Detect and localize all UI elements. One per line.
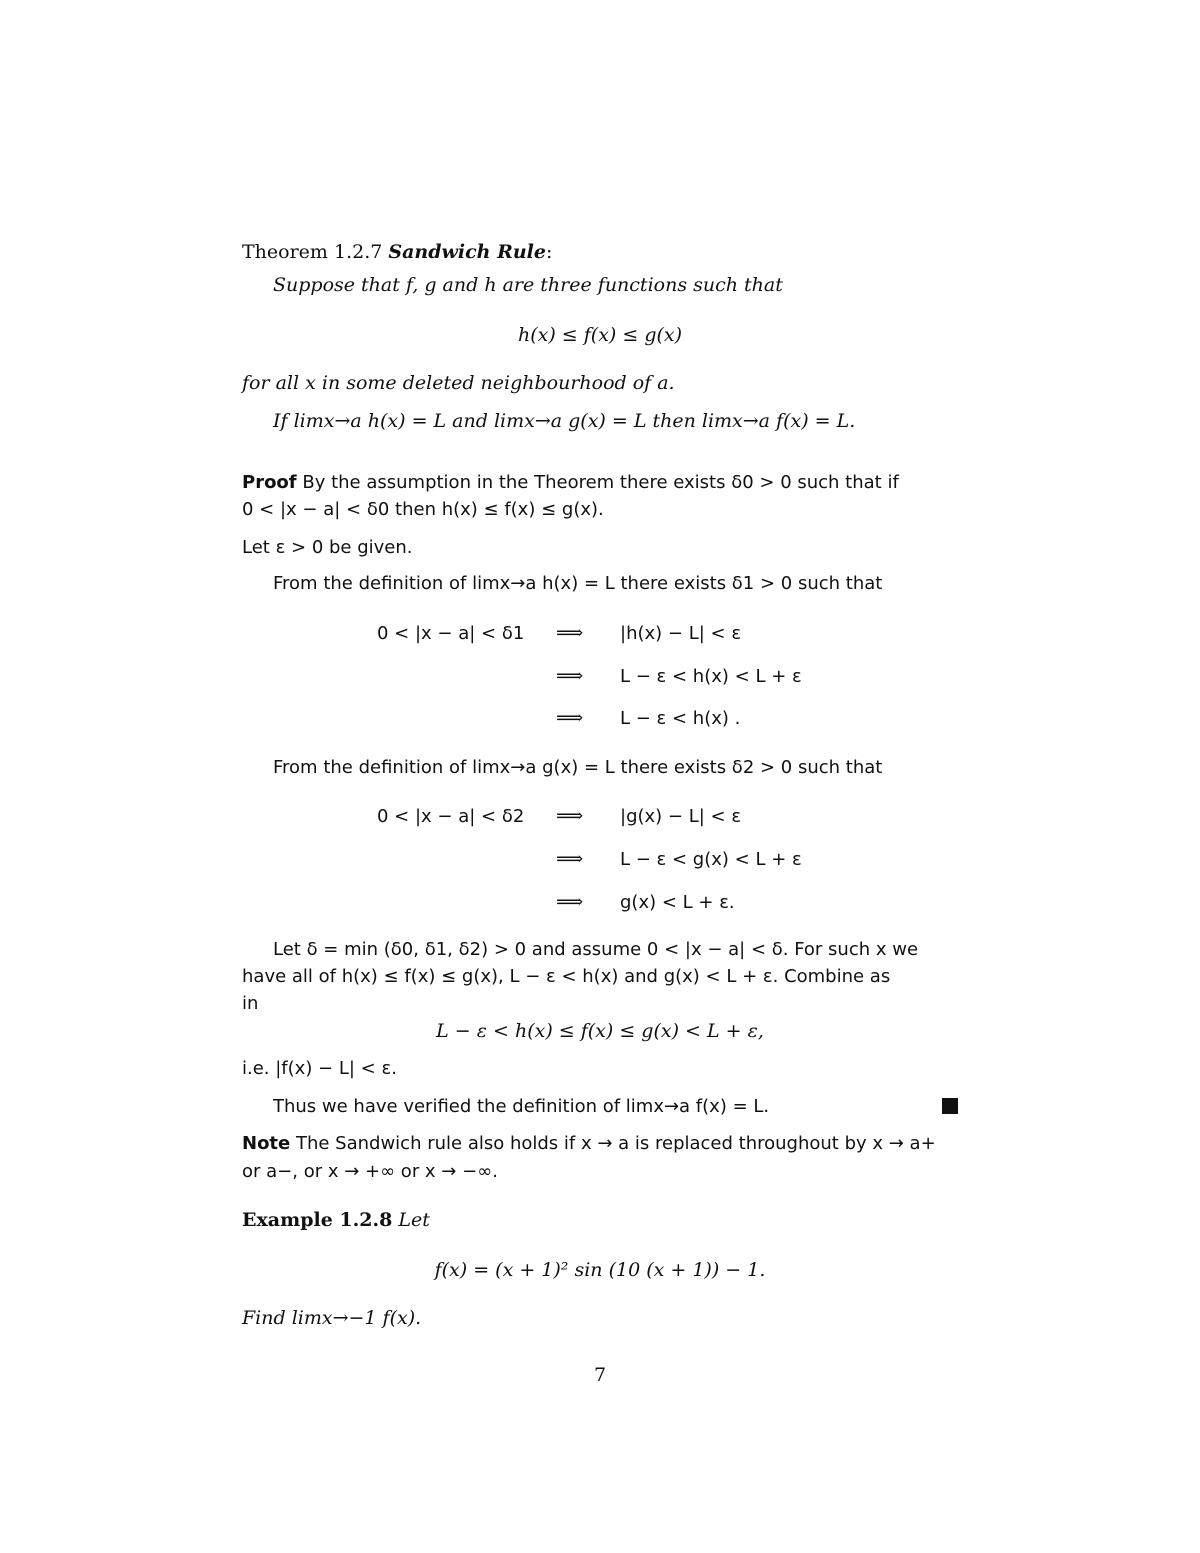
inequality-chain: L − ε < h(x) ≤ f(x) ≤ g(x) < L + ε, [436,1020,764,1042]
proof-let-epsilon: Let ε > 0 be given. [242,537,413,558]
g-align-rhs-3: g(x) < L + ε. [620,892,735,913]
proof-definition-g: From the definition of limx→a g(x) = L there exists δ2 > 0 such that [273,757,883,778]
proof-label: Proof [242,472,297,493]
proof-ie: i.e. |f(x) − L| < ε. [242,1058,397,1079]
proof-thus: Thus we have verified the definition of limx→a f(x) = L. [273,1096,770,1117]
h-align-lhs: 0 < |x − a| < δ1 [377,623,525,644]
theorem-title: Sandwich Rule [388,241,546,263]
theorem-continuation: for all x in some deleted neighbourhood of a. [242,372,675,394]
h-align-rhs-1: |h(x) − L| < ε [620,623,742,644]
g-align-lhs: 0 < |x − a| < δ2 [377,806,525,827]
proof-line-2: 0 < |x − a| < δ0 then h(x) ≤ f(x) ≤ g(x). [242,499,604,520]
proof-line-1 [242,469,899,496]
example-heading [242,1207,430,1234]
example-find: Find limx→−1 f(x). [242,1307,422,1329]
page-number: 7 [593,1364,607,1386]
g-implies-3: ⟹ [556,891,584,913]
theorem-heading [242,239,552,266]
proof-definition-h: From the definition of limx→a h(x) = L there exists δ1 > 0 such that [273,573,883,594]
h-align-rhs-3: L − ε < h(x) . [620,708,741,729]
h-implies-1: ⟹ [556,622,584,644]
note-line-2: or a−, or x → +∞ or x → −∞. [242,1161,498,1182]
note-label: Note [242,1133,291,1154]
h-implies-3: ⟹ [556,707,584,729]
g-align-rhs-1: |g(x) − L| < ε [620,806,742,827]
example-label: Example 1.2.8 [242,1209,393,1231]
h-align-rhs-2: L − ε < h(x) < L + ε [620,666,802,687]
proof-combine-line-2: have all of h(x) ≤ f(x) ≤ g(x), L − ε < h(x) and g(x) < L + ε. Combine as [242,966,891,987]
proof-combine-line-1: Let δ = min (δ0, δ1, δ2) > 0 and assume 0 < |x − a| < δ. For such x we [273,939,919,960]
theorem-statement: Suppose that f, g and h are three functions such that [273,274,783,296]
example-let: Let [398,1209,430,1231]
qed-square-icon [942,1098,958,1114]
proof-combine-line-3: in [242,993,259,1014]
g-implies-2: ⟹ [556,848,584,870]
h-implies-2: ⟹ [556,665,584,687]
theorem-label: Theorem 1.2.7 [242,241,383,263]
note-line-1 [242,1130,936,1157]
proof-line-1-text: By the assumption in the Theorem there exists δ0 > 0 such that if [296,472,899,493]
g-implies-1: ⟹ [556,805,584,827]
note-line-1-text: The Sandwich rule also holds if x → a is replaced throughout by x → a+ [290,1133,936,1154]
example-formula: f(x) = (x + 1)² sin (10 (x + 1)) − 1. [434,1259,766,1281]
theorem-colon: : [546,241,553,263]
theorem-display-equation: h(x) ≤ f(x) ≤ g(x) [517,324,683,346]
theorem-conclusion: If limx→a h(x) = L and limx→a g(x) = L then limx→a f(x) = L. [273,410,856,432]
g-align-rhs-2: L − ε < g(x) < L + ε [620,849,802,870]
